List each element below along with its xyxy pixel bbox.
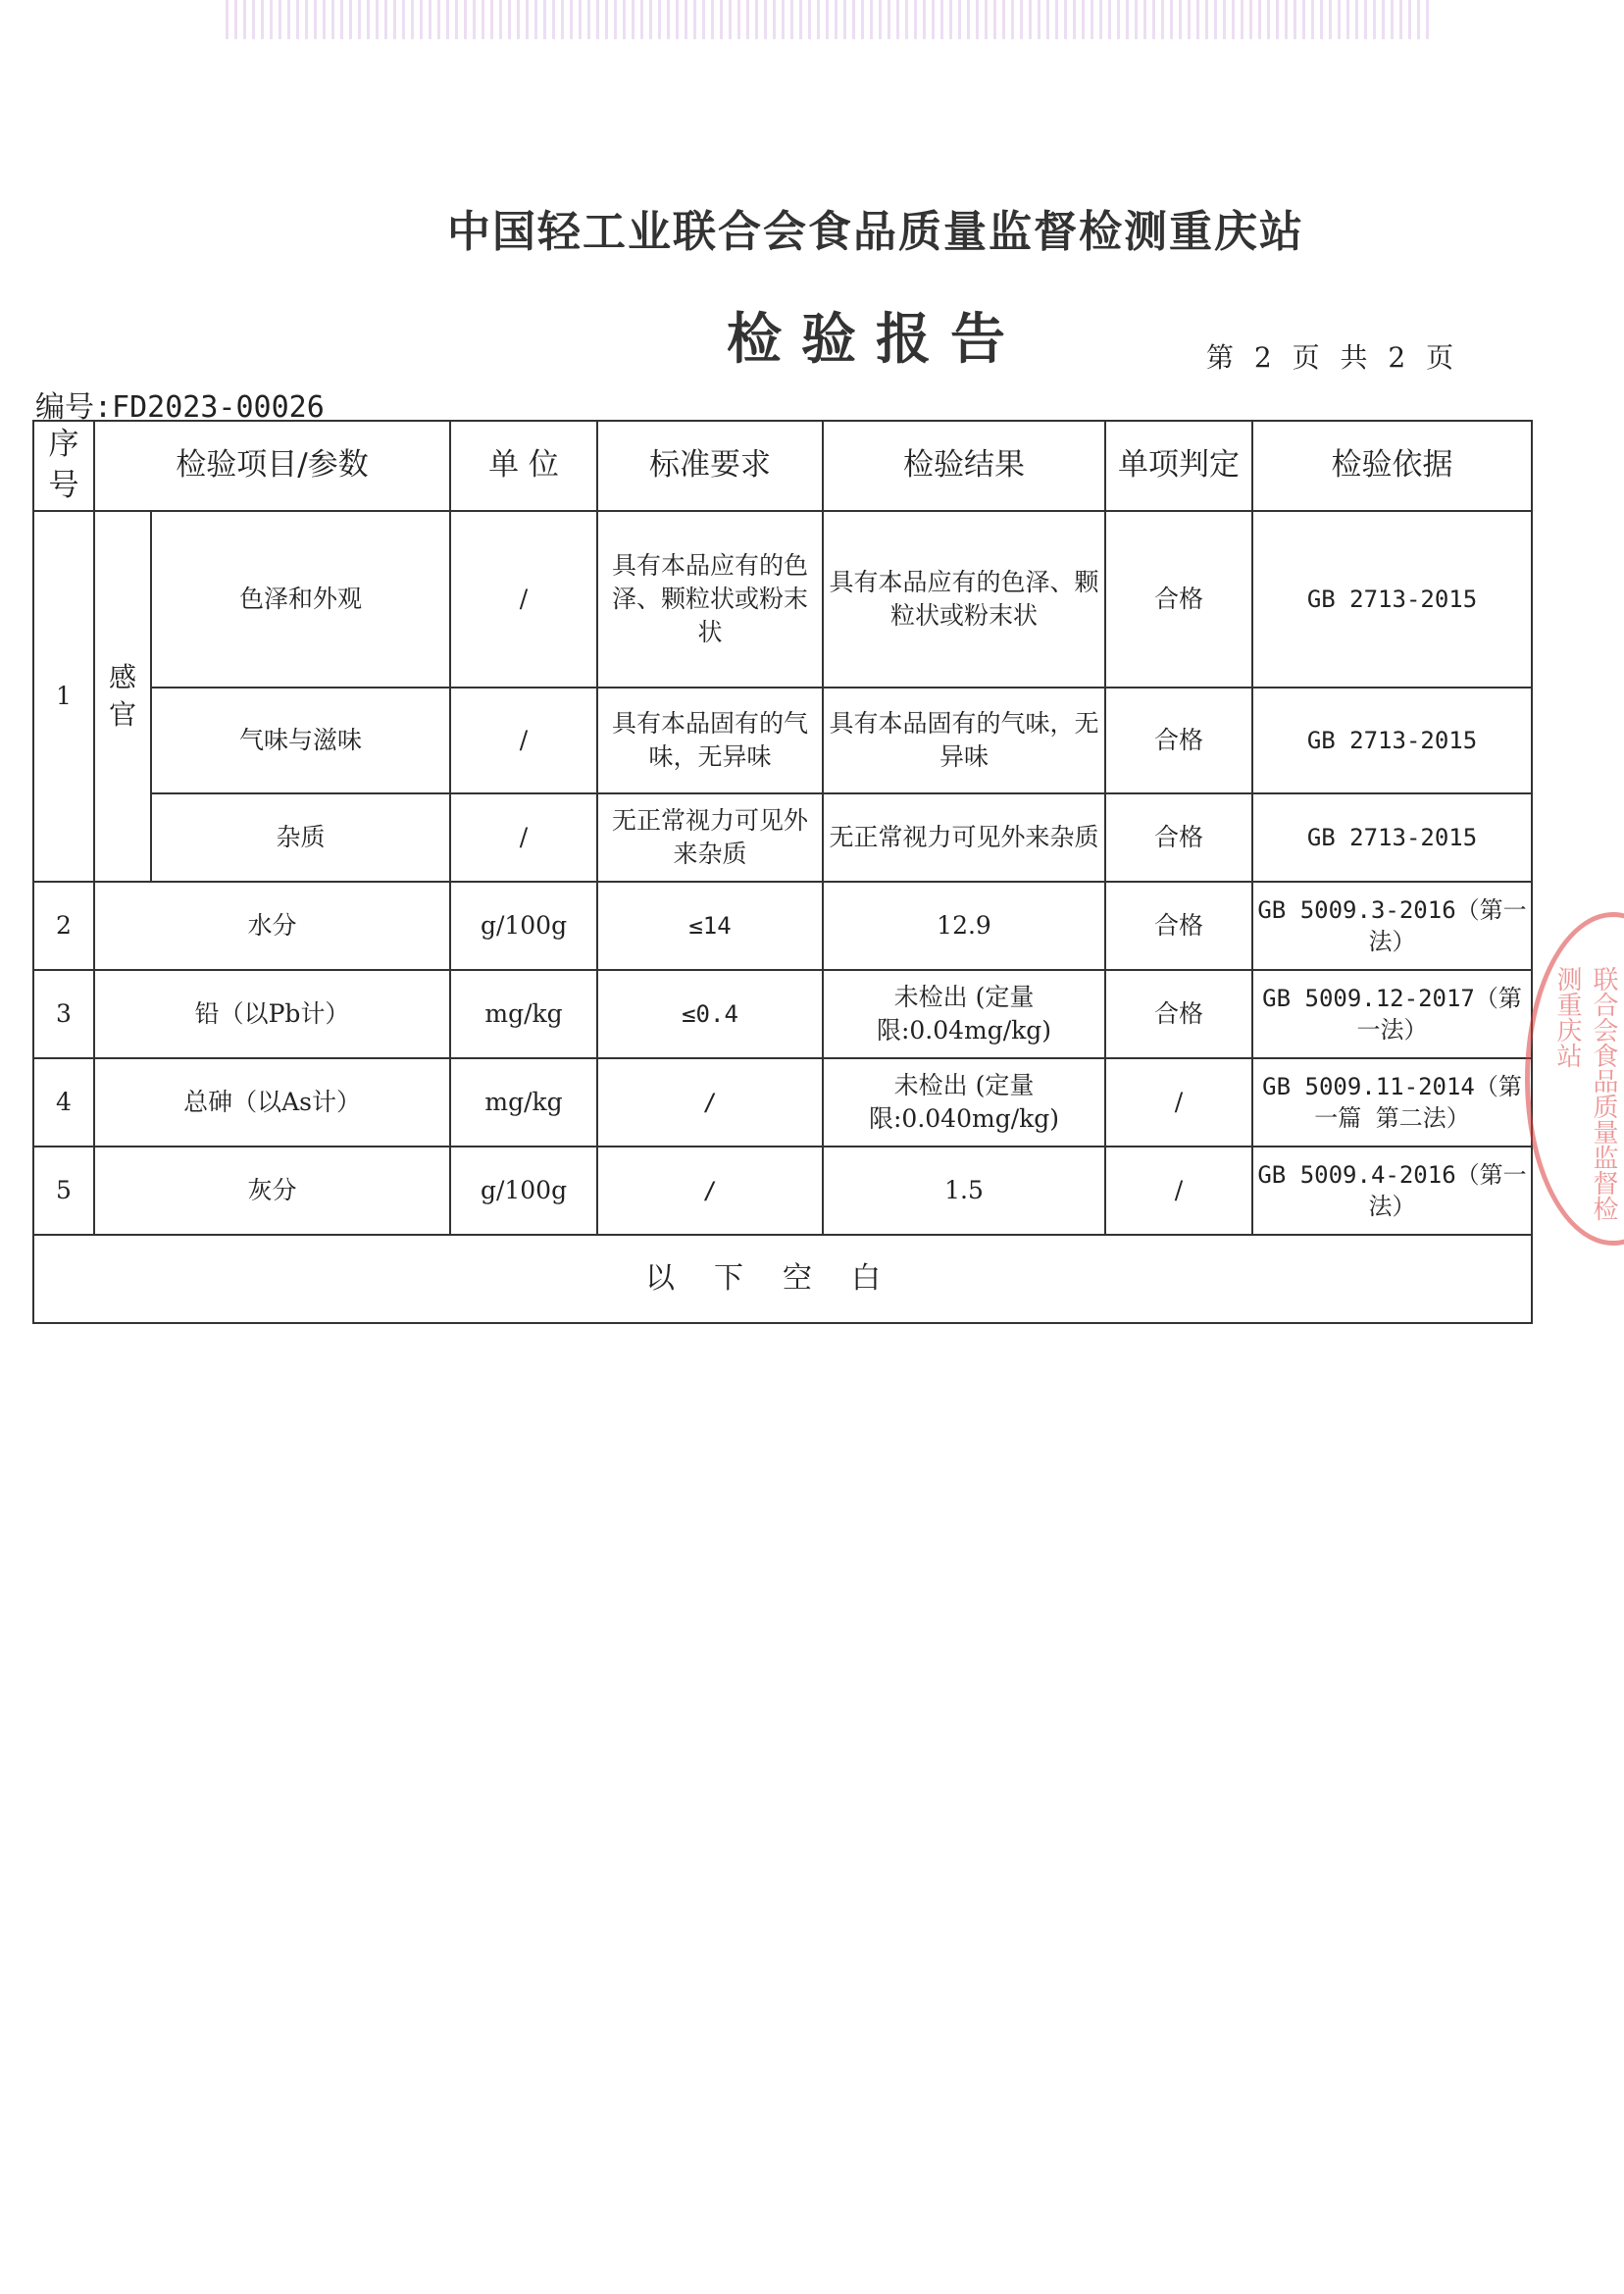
item-name: 水分 bbox=[94, 882, 450, 970]
scan-artifact bbox=[226, 0, 1432, 39]
row-no: 2 bbox=[33, 882, 94, 970]
requirement: ≤14 bbox=[597, 882, 823, 970]
requirement: 无正常视力可见外来杂质 bbox=[597, 793, 823, 882]
official-stamp bbox=[1525, 912, 1624, 1246]
table-row bbox=[33, 1147, 1532, 1235]
basis: GB 5009.12-2017（第一法） bbox=[1252, 970, 1532, 1058]
item-name: 气味与滋味 bbox=[151, 688, 450, 793]
basis: GB 2713-2015 bbox=[1252, 688, 1532, 793]
item-name: 灰分 bbox=[94, 1147, 450, 1235]
header-requirement: 标准要求 bbox=[597, 421, 823, 511]
unit: g/100g bbox=[450, 1147, 597, 1235]
result: 具有本品应有的色泽、颗粒状或粉末状 bbox=[823, 511, 1105, 688]
organization-name: 中国轻工业联合会食品质量监督检测重庆站 bbox=[447, 207, 1304, 257]
result: 具有本品固有的气味，无异味 bbox=[823, 688, 1105, 793]
unit: / bbox=[450, 688, 597, 793]
result: 12.9 bbox=[823, 882, 1105, 970]
row-no: 3 bbox=[33, 970, 94, 1058]
category-label: 感官 bbox=[94, 511, 151, 882]
judgement: 合格 bbox=[1105, 793, 1252, 882]
table-row bbox=[33, 1058, 1532, 1147]
stamp-text: 联合会食品质量监督检测重庆站 bbox=[1552, 966, 1618, 1221]
basis: GB 2713-2015 bbox=[1252, 793, 1532, 882]
unit: g/100g bbox=[450, 882, 597, 970]
requirement: ≤0.4 bbox=[597, 970, 823, 1058]
header-unit: 单 位 bbox=[450, 421, 597, 511]
requirement: 具有本品固有的气味，无异味 bbox=[597, 688, 823, 793]
row-no: 1 bbox=[33, 511, 94, 882]
judgement: / bbox=[1105, 1147, 1252, 1235]
unit: mg/kg bbox=[450, 970, 597, 1058]
header-basis: 检验依据 bbox=[1252, 421, 1532, 511]
unit: / bbox=[450, 793, 597, 882]
judgement: 合格 bbox=[1105, 688, 1252, 793]
result: 无正常视力可见外来杂质 bbox=[823, 793, 1105, 882]
header-no: 序号 bbox=[33, 421, 94, 511]
table-header-row bbox=[33, 421, 1532, 511]
report-code: 编号:FD2023-00026 bbox=[35, 390, 325, 425]
table-row bbox=[33, 793, 1532, 882]
blank-note: 以下空白 bbox=[33, 1235, 1532, 1323]
requirement: 具有本品应有的色泽、颗粒状或粉末状 bbox=[597, 511, 823, 688]
item-name: 杂质 bbox=[151, 793, 450, 882]
header-judgement: 单项判定 bbox=[1105, 421, 1252, 511]
header-item: 检验项目/参数 bbox=[94, 421, 450, 511]
item-name: 铅（以Pb计） bbox=[94, 970, 450, 1058]
basis: GB 5009.3-2016（第一法） bbox=[1252, 882, 1532, 970]
row-no: 5 bbox=[33, 1147, 94, 1235]
table-row bbox=[33, 511, 1532, 688]
header-result: 检验结果 bbox=[823, 421, 1105, 511]
judgement: 合格 bbox=[1105, 970, 1252, 1058]
table-row bbox=[33, 970, 1532, 1058]
basis: GB 2713-2015 bbox=[1252, 511, 1532, 688]
unit: / bbox=[450, 511, 597, 688]
unit: mg/kg bbox=[450, 1058, 597, 1147]
basis: GB 5009.4-2016（第一法） bbox=[1252, 1147, 1532, 1235]
judgement: 合格 bbox=[1105, 882, 1252, 970]
result: 未检出 (定量限:0.04mg/kg) bbox=[823, 970, 1105, 1058]
result: 未检出 (定量限:0.040mg/kg) bbox=[823, 1058, 1105, 1147]
result: 1.5 bbox=[823, 1147, 1105, 1235]
table-row bbox=[33, 688, 1532, 793]
row-no: 4 bbox=[33, 1058, 94, 1147]
judgement: 合格 bbox=[1105, 511, 1252, 688]
table-row bbox=[33, 882, 1532, 970]
report-title: 检验报告 bbox=[727, 308, 1025, 372]
blank-row bbox=[33, 1235, 1532, 1323]
page-info: 第 2 页 共 2 页 bbox=[1206, 341, 1460, 374]
inspection-table bbox=[32, 420, 1533, 1324]
basis: GB 5009.11-2014（第一篇 第二法） bbox=[1252, 1058, 1532, 1147]
judgement: / bbox=[1105, 1058, 1252, 1147]
requirement: / bbox=[597, 1058, 823, 1147]
requirement: / bbox=[597, 1147, 823, 1235]
item-name: 色泽和外观 bbox=[151, 511, 450, 688]
item-name: 总砷（以As计） bbox=[94, 1058, 450, 1147]
